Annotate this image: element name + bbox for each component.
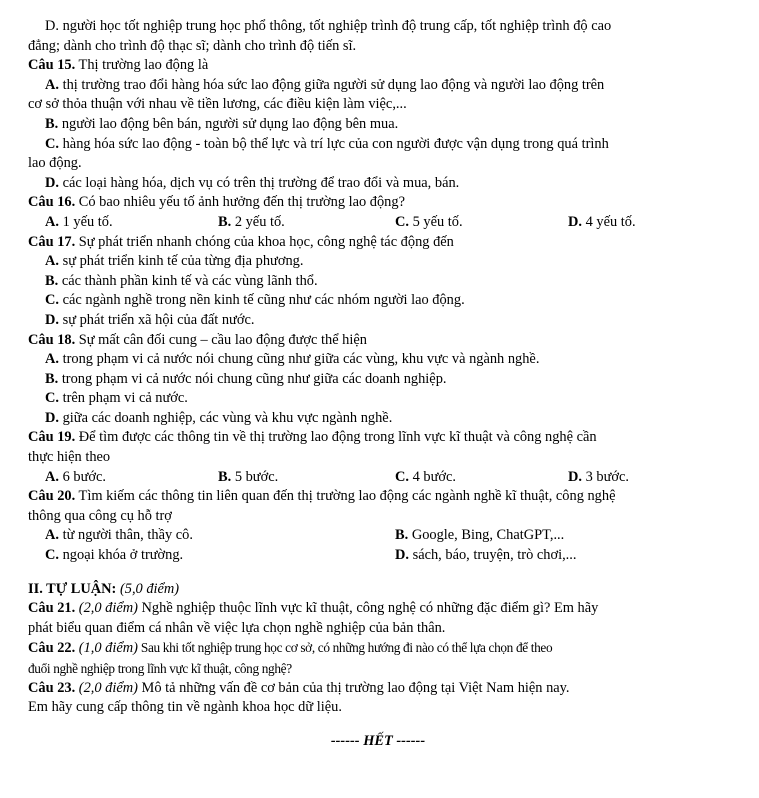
q17-option-a: A. sự phát triển kinh tế của từng địa phương. — [45, 253, 304, 270]
question-16: Câu 16. Có bao nhiêu yếu tố ảnh hưởng đến thị trường lao động? — [28, 194, 405, 211]
q16-option-d: D. 4 yếu tố. — [568, 213, 636, 230]
exam-page — [28, 17, 728, 751]
end-marker: ------ HẾT ------ — [330, 732, 426, 749]
question-15: Câu 15. Thị trường lao động là — [28, 57, 209, 74]
question-21: Câu 21. (2,0 điểm) Nghề nghiệp thuộc lĩnh vực kĩ thuật, công nghệ có những đặc điểm gì? Em hãy — [28, 600, 599, 617]
q19-options — [28, 468, 728, 488]
question-17: Câu 17. Sự phát triển nhanh chóng của khoa học, công nghệ tác động đến — [28, 233, 454, 250]
q18-option-d: D. giữa các doanh nghiệp, các vùng và khu vực ngành nghề. — [45, 409, 393, 426]
q20-option-d: D. sách, báo, truyện, trò chơi,... — [395, 547, 577, 564]
q20-option-a: A. từ người thân, thầy cô. — [45, 527, 193, 544]
question-22-cont: đuổi nghề nghiệp trong lĩnh vực kĩ thuật, công nghệ? — [28, 661, 292, 676]
question-22: Câu 22. (1,0 điểm) Sau khi tốt nghiệp trung học cơ sở, có những hướng đi nào có thể lựa chọn để theo — [28, 640, 553, 657]
q18-option-c: C. trên phạm vi cả nước. — [45, 390, 188, 407]
q17-option-b: B. các thành phần kinh tế và các vùng lãnh thổ. — [45, 272, 318, 289]
q17-option-c: C. các ngành nghề trong nền kinh tế cũng như các nhóm người lao động. — [45, 292, 465, 309]
q19-option-d: D. 3 bước. — [568, 468, 629, 485]
q20-options-row2 — [28, 546, 728, 566]
question-23-cont: Em hãy cung cấp thông tin về ngành khoa học dữ liệu. — [28, 699, 342, 716]
question-20: Câu 20. Tìm kiếm các thông tin liên quan đến thị trường lao động các ngành nghề kĩ thuật, công nghệ — [28, 488, 616, 505]
q17-option-d: D. sự phát triển xã hội của đất nước. — [45, 311, 255, 328]
q19-option-a: A. 6 bước. — [45, 468, 106, 485]
question-19-cont: thực hiện theo — [28, 449, 111, 466]
q19-option-c: C. 4 bước. — [395, 468, 456, 485]
q14-option-d-cont: đẳng; dành cho trình độ thạc sĩ; dành cho trình độ tiến sĩ. — [28, 37, 357, 54]
q14-option-d: D. người học tốt nghiệp trung học phổ thông, tốt nghiệp trình độ trung cấp, tốt nghiệp trình độ cao — [45, 18, 612, 34]
q20-option-c: C. ngoại khóa ở trường. — [45, 547, 184, 564]
q20-option-b: B. Google, Bing, ChatGPT,... — [395, 527, 565, 544]
question-18: Câu 18. Sự mất cân đối cung – cầu lao động được thể hiện — [28, 331, 367, 348]
q16-option-a: A. 1 yếu tố. — [45, 213, 113, 230]
q15-option-a: A. thị trường trao đổi hàng hóa sức lao động giữa người sử dụng lao động và người lao động trên — [45, 76, 605, 93]
q16-option-c: C. 5 yếu tố. — [395, 213, 463, 230]
q15-option-c: C. hàng hóa sức lao động - toàn bộ thể lực và trí lực của con người được vận dụng trong quá trình — [45, 135, 609, 152]
q16-options — [28, 213, 728, 233]
section-essay-heading: II. TỰ LUẬN: (5,0 điểm) — [28, 580, 180, 597]
q15-option-b: B. người lao động bên bán, người sử dụng lao động bên mua. — [45, 115, 399, 132]
q15-option-d: D. các loại hàng hóa, dịch vụ có trên thị trường để trao đổi và mua, bán. — [45, 174, 460, 191]
q15-option-a-cont: cơ sở thỏa thuận với nhau về tiền lương, các điều kiện làm việc,... — [28, 96, 407, 113]
q20-options-row1 — [28, 526, 728, 546]
q19-option-b: B. 5 bước. — [218, 468, 279, 485]
question-23: Câu 23. (2,0 điểm) Mô tả những vấn đề cơ bản của thị trường lao động tại Việt Nam hiện nay. — [28, 679, 570, 696]
q18-option-b: B. trong phạm vi cả nước nói chung cũng như giữa các doanh nghiệp. — [45, 370, 447, 387]
q15-option-c-cont: lao động. — [28, 155, 82, 172]
q16-option-b: B. 2 yếu tố. — [218, 213, 285, 230]
q18-option-a: A. trong phạm vi cả nước nói chung cũng như giữa các vùng, khu vực và ngành nghề. — [45, 351, 540, 368]
question-19: Câu 19. Để tìm được các thông tin về thị trường lao động trong lĩnh vực kĩ thuật và công nghệ cần — [28, 429, 597, 446]
question-21-cont: phát biểu quan điểm cá nhân về việc lựa chọn nghề nghiệp của bản thân. — [28, 619, 446, 636]
question-20-cont: thông qua công cụ hỗ trợ — [28, 507, 172, 524]
